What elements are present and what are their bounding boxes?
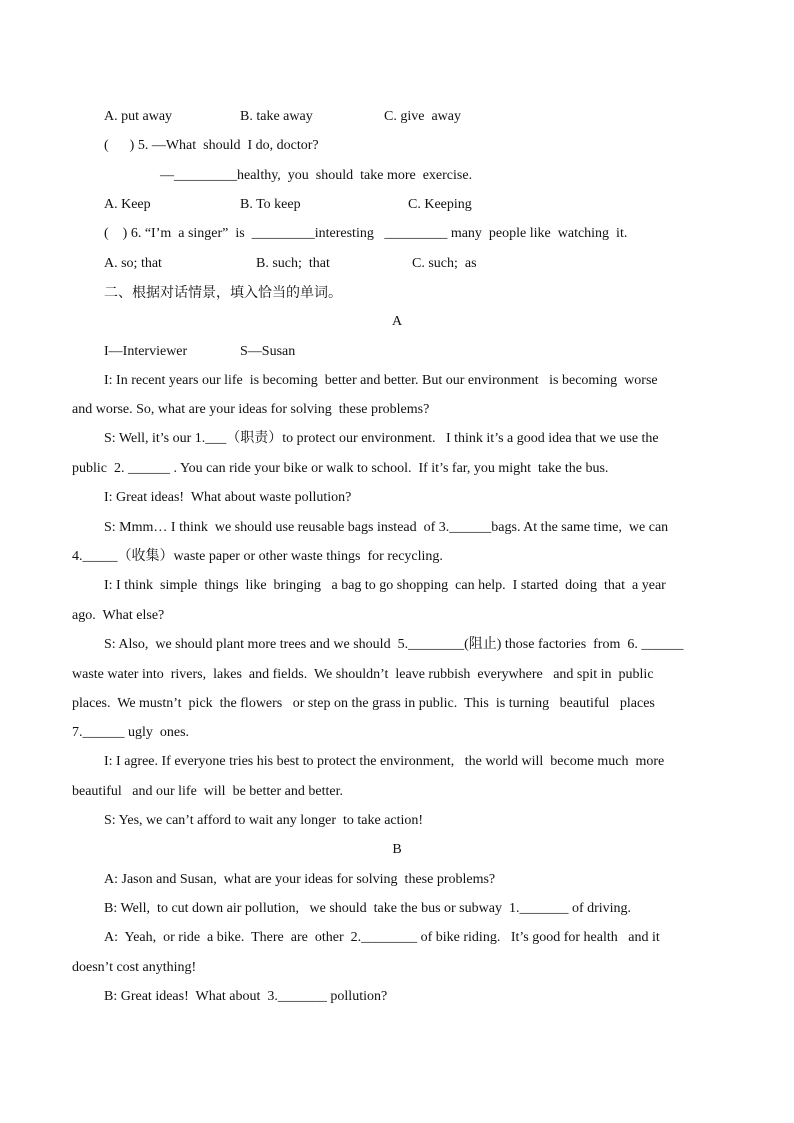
dialogue-line: doesn’t cost anything! — [72, 960, 197, 975]
dialogue-line: A: Jason and Susan, what are your ideas for solving these problems? — [104, 872, 496, 887]
dialogue-line: public 2. ______ . You can ride your bike or walk to school. If it’s far, you might take the bus. — [72, 461, 609, 476]
q6-stem: ( ) 6. “I’m a singer” is _________interesting _________ many people like watching it. — [104, 226, 628, 241]
part-a-label: A — [391, 314, 403, 329]
dialogue-line: S: Well, it’s our 1.___（职责）to protect our environment. I think it’s a good idea that we use the — [104, 431, 659, 446]
dialogue-line: I: I agree. If everyone tries his best to protect the environment, the world will become much more — [104, 754, 665, 769]
dialogue-line: places. We mustn’t pick the flowers or step on the grass in public. This is turning beautiful places — [72, 696, 655, 711]
q5-option-b: B. To keep — [240, 197, 301, 212]
dialogue-line: I: I think simple things like bringing a bag to go shopping can help. I started doing that a year — [104, 578, 666, 593]
role-interviewer: I—Interviewer — [104, 344, 188, 359]
q5-stem: ( ) 5. —What should I do, doctor? — [104, 138, 319, 153]
dialogue-line: B: Well, to cut down air pollution, we should take the bus or subway 1._______ of driving. — [104, 901, 632, 916]
dialogue-line: S: Also, we should plant more trees and we should 5.________(阻止) those factories from 6. ______ — [104, 637, 684, 652]
q4-option-c: C. give away — [384, 109, 461, 124]
dialogue-line: S: Yes, we can’t afford to wait any longer to take action! — [104, 813, 424, 828]
role-susan: S—Susan — [240, 344, 296, 359]
q5-option-a: A. Keep — [104, 197, 151, 212]
q4-option-a: A. put away — [104, 109, 173, 124]
q5-option-c: C. Keeping — [408, 197, 472, 212]
dialogue-line: I: Great ideas! What about waste pollution? — [104, 490, 352, 505]
dialogue-line: ago. What else? — [72, 608, 165, 623]
dialogue-line: A: Yeah, or ride a bike. There are other 2.________ of bike riding. It’s good for health and it — [104, 930, 660, 945]
dialogue-line: and worse. So, what are your ideas for solving these problems? — [72, 402, 430, 417]
q6-option-c: C. such; as — [412, 256, 477, 271]
q5-reply: —_________healthy, you should take more exercise. — [160, 168, 473, 183]
q6-option-b: B. such; that — [256, 256, 330, 271]
dialogue-line: waste water into rivers, lakes and fields. We shouldn’t leave rubbish everywhere and spit in public — [72, 667, 654, 682]
part-b-label: B — [392, 842, 402, 857]
dialogue-line: 7.______ ugly ones. — [72, 725, 190, 740]
dialogue-line: B: Great ideas! What about 3._______ pollution? — [104, 989, 388, 1004]
q4-option-b: B. take away — [240, 109, 313, 124]
dialogue-line: beautiful and our life will be better and better. — [72, 784, 343, 799]
section-heading: 二、根据对话情景，填入恰当的单词。 — [104, 285, 342, 301]
dialogue-line: 4._____（收集）waste paper or other waste things for recycling. — [72, 549, 443, 564]
dialogue-line: I: In recent years our life is becoming better and better. But our environment is becoming worse — [104, 373, 658, 388]
q6-option-a: A. so; that — [104, 256, 162, 271]
dialogue-line: S: Mmm… I think we should use reusable bags instead of 3.______bags. At the same time, we can — [104, 520, 669, 535]
